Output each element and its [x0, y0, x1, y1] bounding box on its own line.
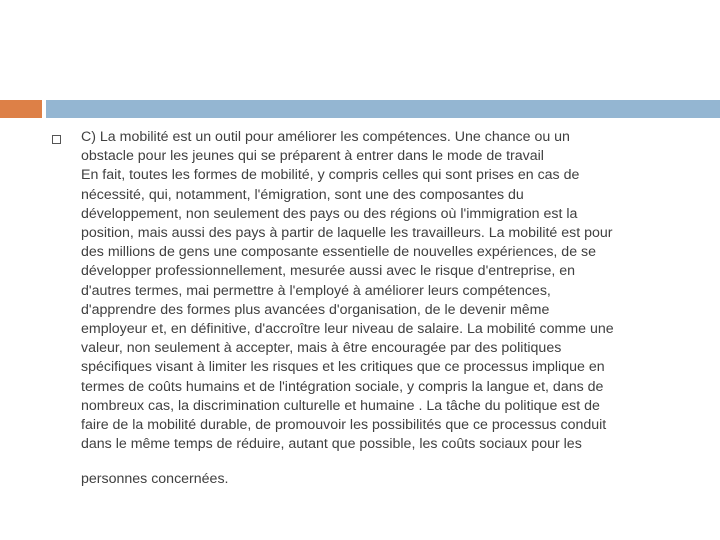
hollow-square-bullet-icon	[52, 135, 61, 144]
paragraph-line: développer professionnellement, mesurée aussi avec le risque d'entreprise, en	[81, 263, 576, 280]
header-accent-bar-right	[46, 100, 720, 118]
paragraph-line: position, mais aussi des pays à partir de laquelle les travailleurs. La mobilité est pour	[81, 225, 613, 242]
paragraph-line: des millions de gens une composante essentielle de nouvelles expériences, de se	[81, 244, 597, 261]
paragraph-line: faire de la mobilité durable, de promouvoir les possibilités que ce processus conduit	[81, 417, 607, 434]
paragraph-line: nombreux cas, la discrimination culturelle et humaine . La tâche du politique est de	[81, 397, 600, 414]
header-accent-bar-left	[0, 100, 42, 118]
bullet-paragraph	[81, 128, 711, 454]
paragraph-line: d'autres termes, mai permettre à l'employé à améliorer leurs compétences,	[81, 282, 551, 299]
paragraph-line: spécifiques visant à limiter les risques et les critiques que ce processus implique en	[81, 359, 605, 376]
paragraph-line: nécessité, qui, notamment, l'émigration, sont une des composantes du	[81, 186, 524, 203]
paragraph-line: obstacle pour les jeunes qui se préparent à entrer dans le mode de travail	[81, 148, 544, 165]
paragraph-line: valeur, non seulement à accepter, mais à être encouragée par des politiques	[81, 340, 562, 357]
paragraph-line: C) La mobilité est un outil pour améliorer les compétences. Une chance ou un	[81, 129, 570, 145]
paragraph-final-line: personnes concernées.	[81, 471, 229, 487]
paragraph-line: d'apprendre des formes plus avancées d'organisation, de le devenir même	[81, 301, 550, 318]
paragraph-line: termes de coûts humains et de l'intégration sociale, y compris la langue et, dans de	[81, 378, 604, 395]
paragraph-line: développement, non seulement des pays ou des régions où l'immigration est la	[81, 205, 578, 222]
paragraph-line: employeur et, en définitive, d'accroître leur niveau de salaire. La mobilité comme une	[81, 321, 614, 338]
paragraph-line: En fait, toutes les formes de mobilité, y compris celles qui sont prises en cas de	[81, 167, 580, 184]
paragraph-line: dans le même temps de réduire, autant que possible, les coûts sociaux pour les	[81, 436, 582, 453]
